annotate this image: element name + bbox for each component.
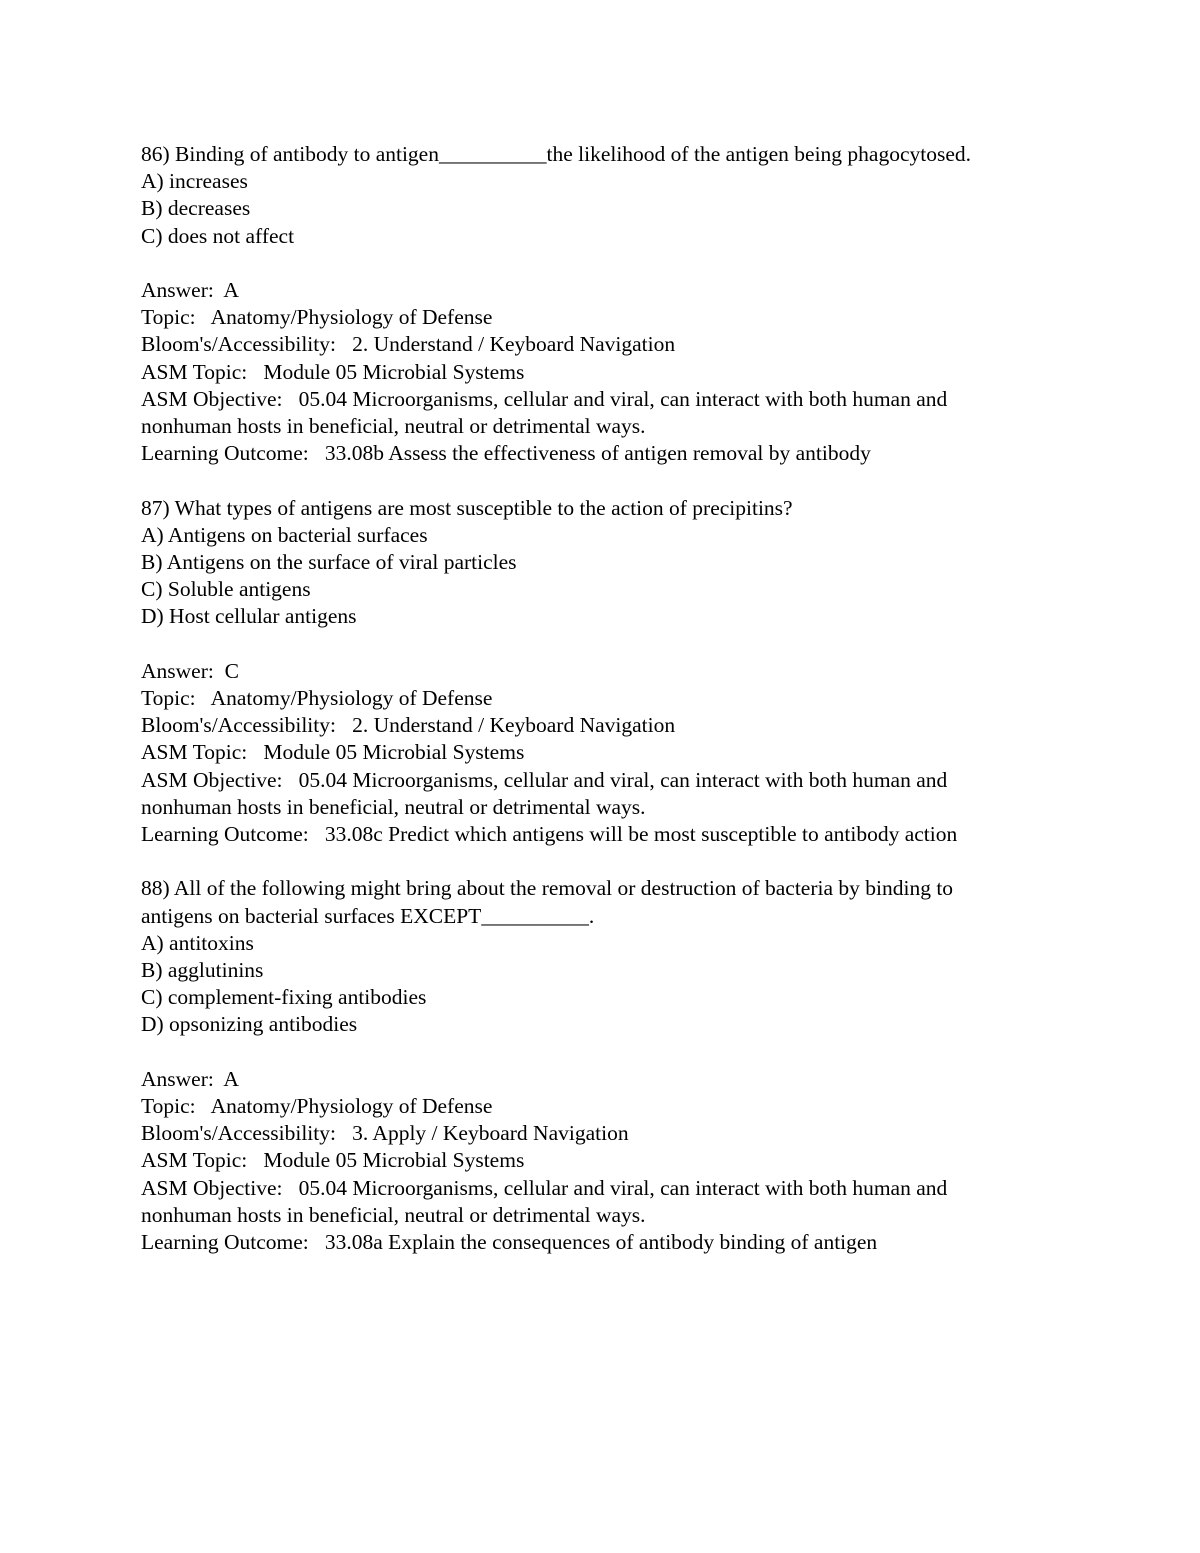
option-b: B) decreases [141,196,251,221]
question-stem: 88) All of the following might bring about the removal or destruction of bacteria by binding to [141,876,954,901]
blooms-line: Bloom's/Accessibility: 2. Understand / Keyboard Navigation [141,713,676,738]
option-b: B) agglutinins [141,958,264,983]
answer-line: Answer: A [141,278,239,302]
option-d: D) opsonizing antibodies [141,1012,358,1037]
topic-line: Topic: Anatomy/Physiology of Defense [141,1094,493,1119]
spacer [141,1039,1061,1066]
option-b: B) Antigens on the surface of viral particles [141,550,517,575]
answer-blank: __________ [481,903,589,928]
answer-blank: __________ [438,142,547,166]
option-d: D) Host cellular antigens [141,604,357,629]
learning-outcome-line: Learning Outcome: 33.08b Assess the effectiveness of antigen removal by antibody [141,441,871,466]
asm-topic-line: ASM Topic: Module 05 Microbial Systems [141,359,525,384]
document-page [141,141,1061,1256]
question-stem: 86) Binding of antibody to antigen__________the likelihood of the antigen being phagocytosed. [141,142,972,166]
asm-topic-line: ASM Topic: Module 05 Microbial Systems [141,740,525,765]
asm-topic-line: ASM Topic: Module 05 Microbial Systems [141,1148,525,1173]
question-86 [141,141,1061,467]
option-c: C) Soluble antigens [141,577,311,602]
topic-line: Topic: Anatomy/Physiology of Defense [141,305,493,330]
option-c: C) complement-fixing antibodies [141,985,427,1010]
spacer [141,631,1061,658]
option-a: A) antitoxins [141,930,254,955]
topic-line: Topic: Anatomy/Physiology of Defense [141,686,493,711]
answer-value: C [224,658,239,683]
learning-outcome-line: Learning Outcome: 33.08a Explain the consequences of antibody binding of antigen [141,1230,878,1255]
asm-objective-continuation: nonhuman hosts in beneficial, neutral or detrimental ways. [141,794,646,819]
spacer [141,250,1061,277]
spacer [141,848,1061,875]
question-87 [141,495,1061,849]
asm-objective-continuation: nonhuman hosts in beneficial, neutral or detrimental ways. [141,414,646,439]
answer-value: A [223,278,239,302]
asm-objective-line: ASM Objective: 05.04 Microorganisms, cellular and viral, can interact with both human and [141,767,948,792]
option-a: A) increases [141,169,248,194]
blooms-line: Bloom's/Accessibility: 3. Apply / Keyboard Navigation [141,1121,629,1146]
option-a: A) Antigens on bacterial surfaces [141,522,428,547]
answer-line: Answer: A [141,1066,239,1091]
blooms-line: Bloom's/Accessibility: 2. Understand / Keyboard Navigation [141,332,676,357]
answer-line: Answer: C [141,658,239,683]
learning-outcome-line: Learning Outcome: 33.08c Predict which antigens will be most susceptible to antibody action [141,822,958,847]
asm-objective-line: ASM Objective: 05.04 Microorganisms, cellular and viral, can interact with both human and [141,386,948,411]
asm-objective-line: ASM Objective: 05.04 Microorganisms, cellular and viral, can interact with both human and [141,1175,948,1200]
option-c: C) does not affect [141,223,295,248]
question-stem: 87) What types of antigens are most susceptible to the action of precipitins? [141,495,793,520]
answer-value: A [223,1066,239,1091]
asm-objective-continuation: nonhuman hosts in beneficial, neutral or detrimental ways. [141,1202,646,1227]
question-88 [141,875,1061,1256]
question-stem-continuation: antigens on bacterial surfaces EXCEPT__________. [141,903,595,928]
spacer [141,467,1061,494]
